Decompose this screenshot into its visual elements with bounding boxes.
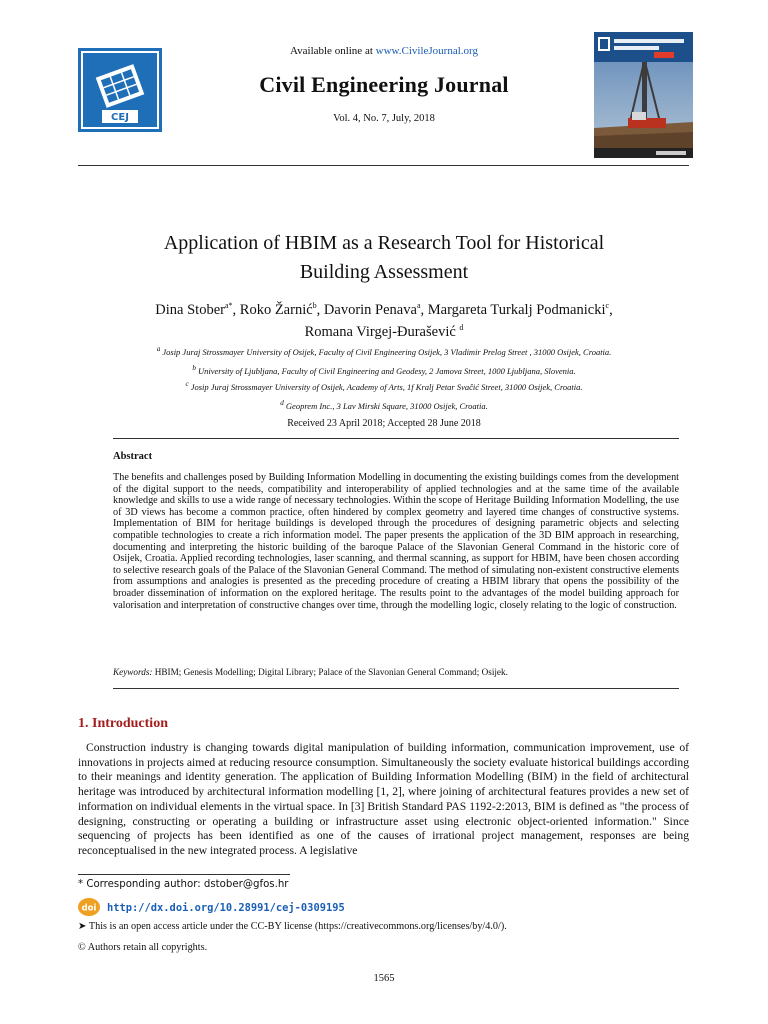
keywords-line bbox=[113, 667, 679, 677]
abstract-bottom-divider bbox=[113, 688, 679, 689]
received-accepted-dates: Received 23 April 2018; Accepted 28 June 2018 bbox=[287, 418, 481, 429]
introduction-text: Construction industry is changing towards digital manipulation of building information, communication improvement, use of innovations in projects aimed at reducing resource consumption. Simultaneously the society evaluate historical buildings according to their meanings and identity generation. The application of Building Information Modelling (BIM) in the field of architectural heritage was introduced by architectural information modelling [1, 2], where joining of architectural features provides a new set of information on individual elements in the virtual space. In [3] British Standard PAS 1192-2:2013, BIM is defined as "the process of designing, constructing or operating a building or infrastructure asset using electronic object-oriented information." Since sequencing of projects has been identified as one of the causes of irrational project management, responses are being reconceptualised in the new integrated process. A legislative bbox=[78, 741, 689, 857]
author-name: Dina Stober bbox=[155, 301, 225, 318]
affiliation-a: $^a$ Josip Juraj Strossmayer University of Osijek, Faculty of Civil Engineering Osijek, 3 Vladimir Prelog Street , 31000 Osijek, Croatia. bbox=[156, 345, 612, 357]
abstract-text: The benefits and challenges posed by Building Information Modelling in documenting the existing buildings comes from the development of the digital support to the needs, compatibility and interoperability of applied technologies and at the same time of the available knowledge and skills to use a wide range of necessary technologies. Within the scope of Heritage Building Information Modelling, the use of 3D views has become a common practice, often hindered by complex geometry and layered time changes of constructive systems. Implementation of BIM for heritage buildings is developed through the procedures of designing parametric objects and selecting compatible technologies to create a rich information model. The paper presents the application of the 3D BIM approach in researching, documenting and interpreting the historic building of the baroque Palace of the Slavonian General Command in the historic core of Osijek, Croatia. Applied recording technologies, laser scanning, and thermal scanning, as support for HBIM, have been chosen according to selective research goals of the Palace of the Slavonian General Command. The method of simulating non-existent constructive elements from assumptions and analogies is presented as the preceding procedure of creating a HBIM library that opens the possibility of the broader dissemination of information on the explored heritage. The results point to the advantages of the model building approach for valorisation and interpretation of constructive changes over time, through the modelling logic, closely relating to the logic of construction. bbox=[113, 472, 679, 611]
author-name: , Davorin Penava bbox=[316, 301, 417, 318]
keywords-text: HBIM; Genesis Modelling; Digital Library; Palace of the Slavonian General Command; Osijek. bbox=[152, 667, 508, 677]
abstract-top-divider bbox=[113, 438, 679, 439]
license-note: ➤ This is an open access article under the CC-BY license (https://creativecommons.org/licenses/by/4.0/). bbox=[78, 921, 507, 932]
paper-title-line1: Application of HBIM as a Research Tool for Historical bbox=[163, 232, 605, 254]
available-prefix: Available online at bbox=[290, 45, 376, 57]
author-name: Romana Virgej-Đurašević bbox=[304, 323, 456, 340]
affiliation-b: $^b$ University of Ljubljana, Faculty of Civil Engineering and Geodesy, 2 Jamova Street, 1000 Ljubljana, Slovenia. bbox=[192, 364, 576, 376]
paper-title-line2: Building Assessment bbox=[299, 261, 469, 283]
journal-name: Civil Engineering Journal bbox=[259, 72, 509, 97]
affiliation-c: $^c$ Josip Juraj Strossmayer University of Osijek, Academy of Arts, 1f Kralj Petar Svačić Street, 31000 Osijek, Croatia. bbox=[185, 380, 583, 392]
svg-text:doi: doi bbox=[81, 903, 97, 914]
abstract-heading: Abstract bbox=[113, 451, 153, 462]
affiliation-d: $^d$ Geoprem Inc., 3 Lav Mirski Square, 31000 Osijek, Croatia. bbox=[280, 399, 488, 411]
author-name: , Roko Žarnić bbox=[232, 301, 313, 318]
header-divider bbox=[78, 165, 689, 166]
page-number: 1565 bbox=[373, 973, 395, 984]
author-name: , Margareta Turkalj Podmanicki bbox=[420, 301, 606, 318]
journal-website-link[interactable]: www.CivileJournal.org bbox=[375, 45, 478, 57]
journal-cover-image bbox=[594, 32, 693, 158]
doi-icon bbox=[78, 898, 100, 916]
author-list: Dina Stober$^{a*}$, Roko Žarnić$^b$, Davorin Penava$^a$, Margareta Turkalj Podmanicki$^c$, Romana Virgej-Đurašević $^d$ bbox=[155, 301, 613, 340]
footnote-divider bbox=[78, 874, 290, 875]
keywords-label: Keywords: bbox=[113, 667, 153, 677]
copyright-note: © Authors retain all copyrights. bbox=[78, 942, 208, 953]
paper-title bbox=[0, 229, 768, 287]
corresponding-author: * Corresponding author: dstober@gfos.hr bbox=[78, 879, 289, 890]
svg-text:CEJ: CEJ bbox=[111, 112, 129, 123]
volume-issue: Vol. 4, No. 7, July, 2018 bbox=[333, 113, 435, 124]
section-heading-introduction: 1. Introduction bbox=[78, 716, 168, 731]
doi-link[interactable]: http://dx.doi.org/10.28991/cej-0309195 bbox=[107, 902, 345, 914]
